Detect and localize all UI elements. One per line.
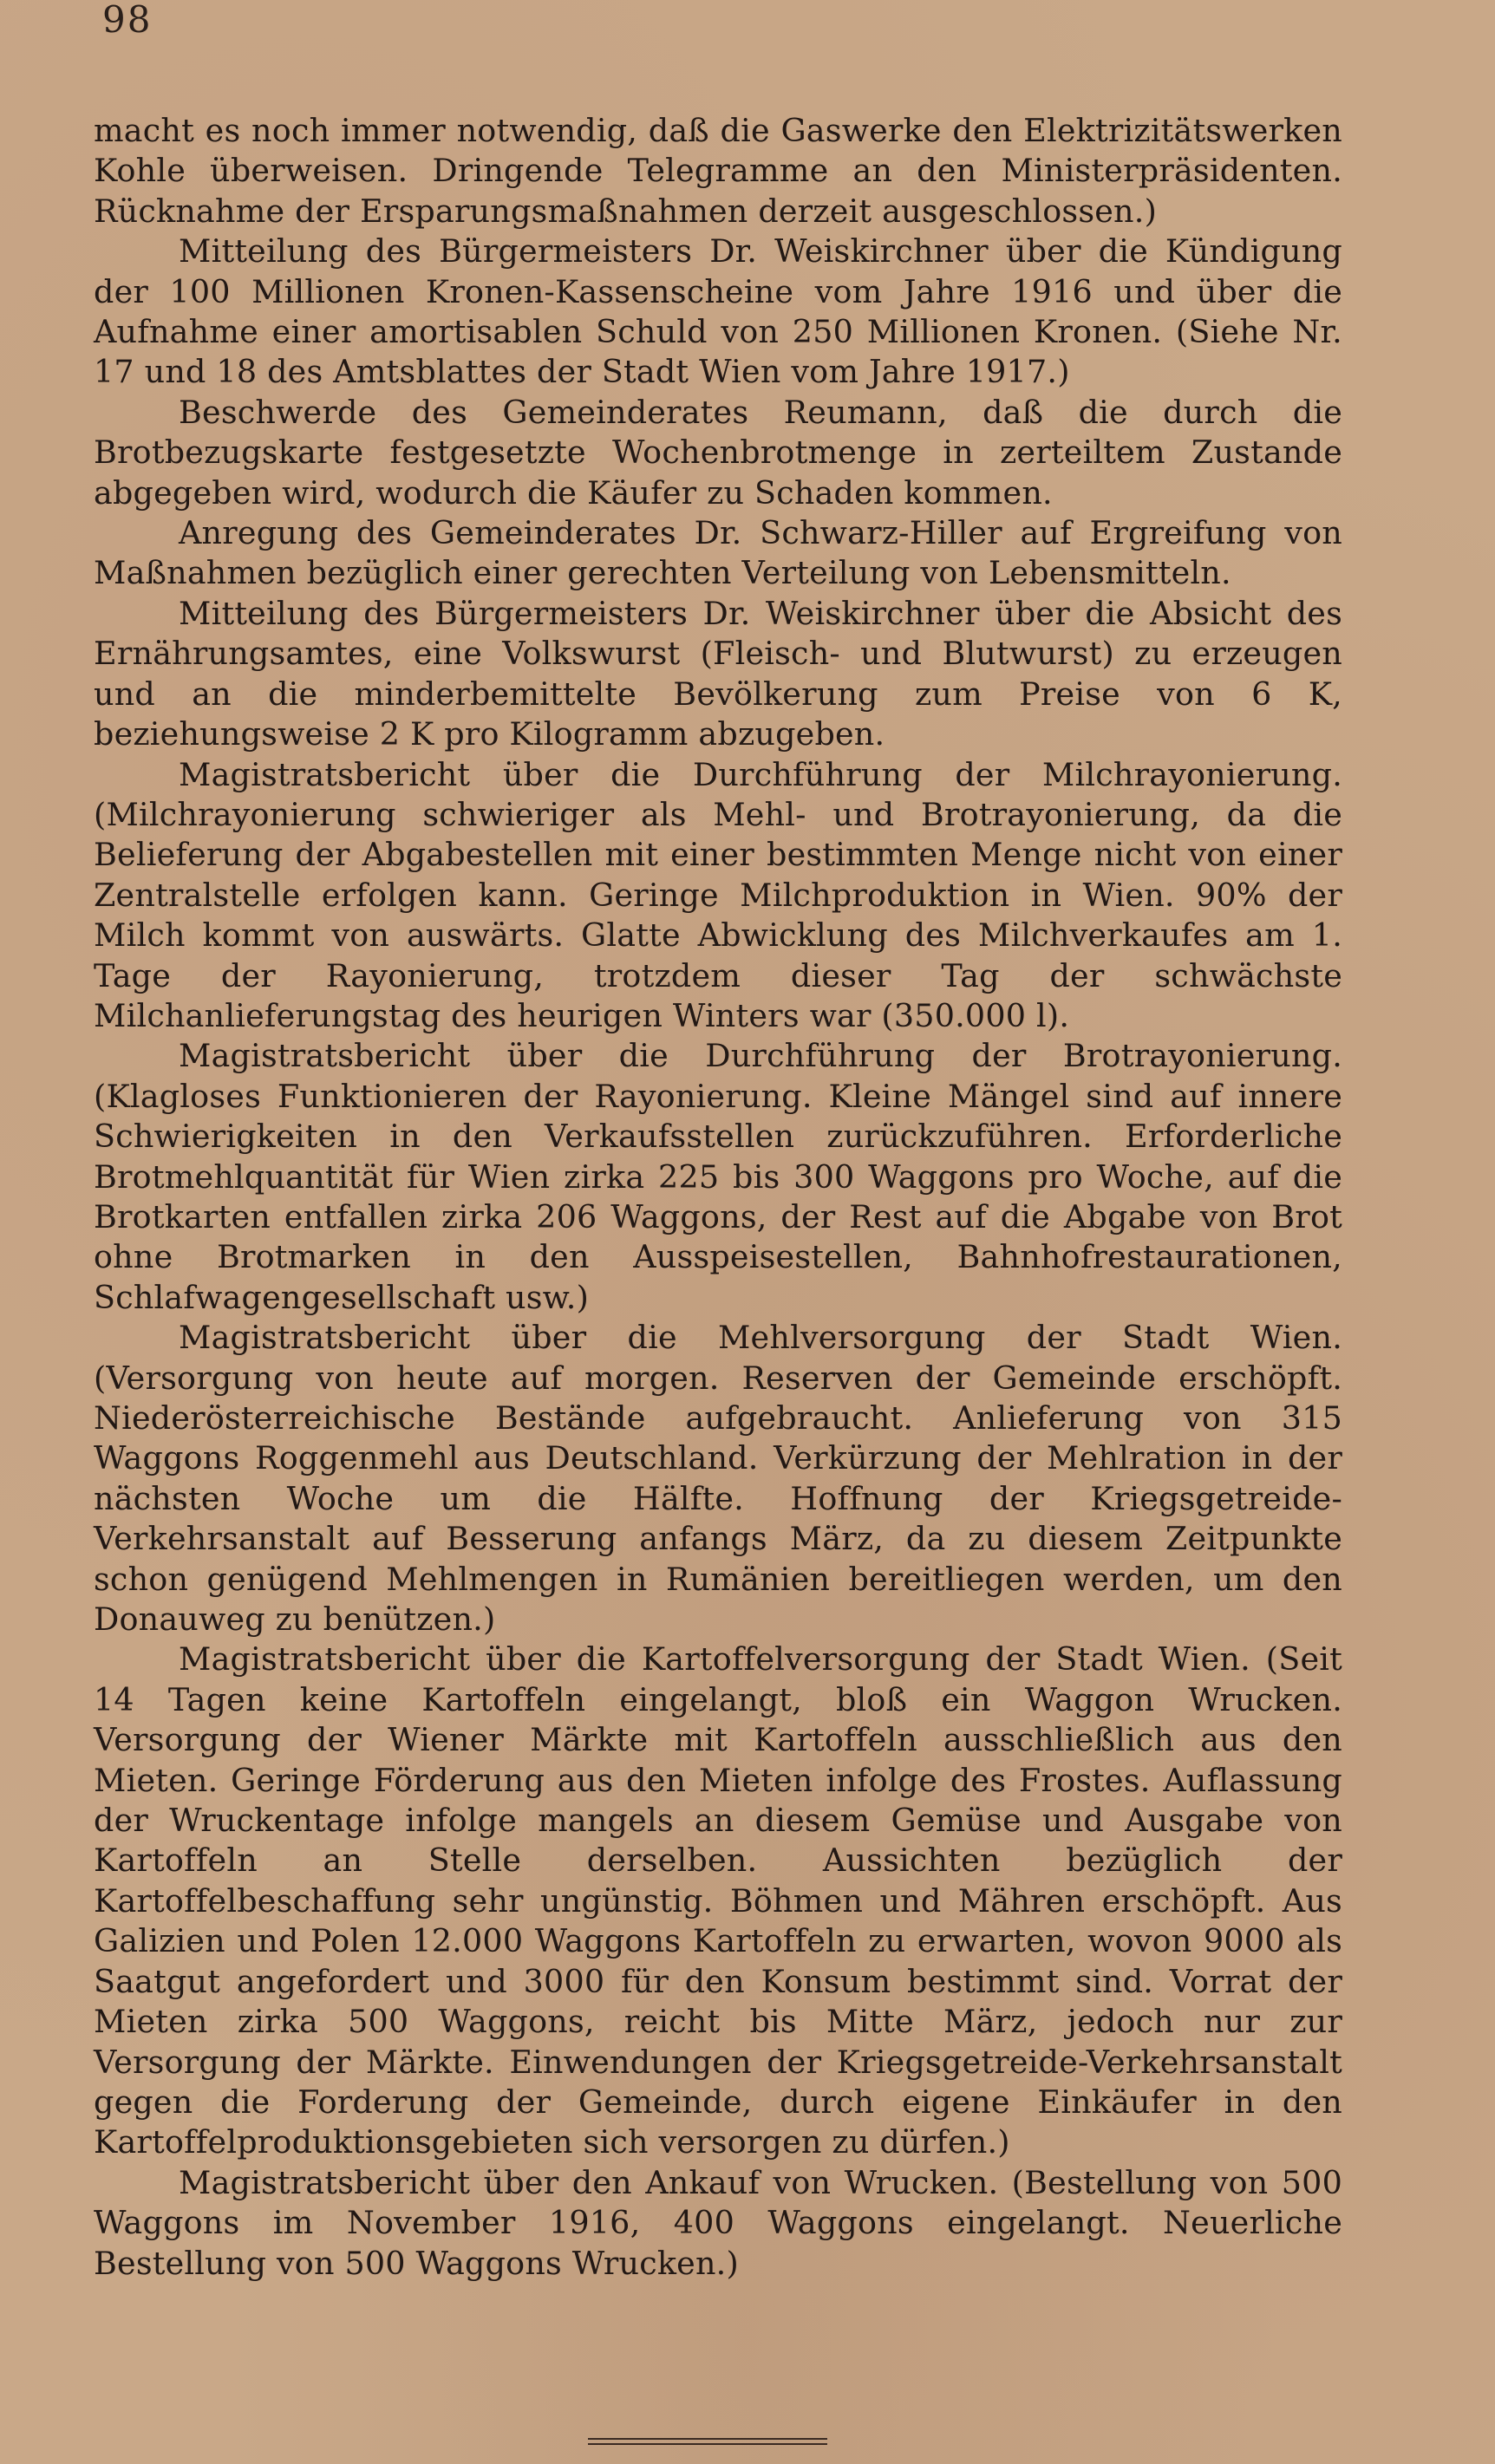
paragraph-brotrayonierung: Magistratsbericht über die Durchführung der Brotrayonierung. (Klagloses Funktionieren der Rayonierung. Kleine Mängel sind auf innere Schwierigkeiten in den Verkaufsstellen zurückzuführen. Erforderliche Brotmehlquantität für Wien zirka 225 bis 300 Waggons pro Woche, auf die Brotkarten entfallen zirka 206 Waggons, der Rest auf die Abgabe von Brot ohne Brotmarken in den Ausspeisestellen, Bahnhofrestaurationen, Schlafwagengesellschaft usw.) — [94, 1037, 1342, 1316]
page-number: 98 — [102, 0, 153, 41]
paragraph-kassenscheine: Mitteilung des Bürgermeisters Dr. Weiskirchner über die Kündigung der 100 Millionen Kronen-Kassenscheine vom Jahre 1916 und über die Aufnahme einer amortisablen Schuld von 250 Millionen Kronen. (Siehe Nr. 17 und 18 des Amtsblattes der Stadt Wien vom Jahre 1917.) — [94, 232, 1342, 391]
rule-line-bottom — [588, 2443, 827, 2445]
paragraph-milchrayonierung: Magistratsbericht über die Durchführung der Milchrayonierung. (Milchrayonierung schwieriger als Mehl- und Brotrayonierung, da die Belieferung der Abgabestellen mit einer bestimmten Menge nicht von einer Zentralstelle erfolgen kann. Geringe Milchproduktion in Wien. 90% der Milch kommt von auswärts. Glatte Abwicklung des Milchverkaufes am 1. Tage der Rayonierung, trotzdem dieser Tag der schwächste Milchanlieferungstag des heurigen Winters war (350.000 l). — [94, 755, 1342, 1034]
paragraph-wrucken: Magistratsbericht über den Ankauf von Wrucken. (Bestellung von 500 Waggons im November 1916, 400 Waggons eingelangt. Neuerliche Bestellung von 500 Waggons Wrucken.) — [94, 2163, 1342, 2282]
page-body — [94, 111, 1342, 2284]
paragraph-mehlversorgung: Magistratsbericht über die Mehlversorgung der Stadt Wien. (Versorgung von heute auf morgen. Reserven der Gemeinde erschöpft. Niederösterreichische Bestände aufgebraucht. Anlieferung von 315 Waggons Roggenmehl aus Deutschland. Verkürzung der Mehlration in der nächsten Woche um die Hälfte. Hoffnung der Kriegsgetreide-Verkehrsanstalt auf Besserung anfangs März, da zu diesem Zeitpunkte schon genügend Mehlmengen in Rumänien bereitliegen werden, um den Donauweg zu benützen.) — [94, 1319, 1342, 1639]
rule-line-top — [588, 2438, 827, 2440]
paragraph-beschwerde-reumann: Beschwerde des Gemeinderates Reumann, daß die durch die Brotbezugskarte festgesetzte Wochenbrotmenge in zerteiltem Zustande abgegeben wird, wodurch die Käufer zu Schaden kommen. — [94, 393, 1342, 512]
paragraph-kartoffelversorgung: Magistratsbericht über die Kartoffelversorgung der Stadt Wien. (Seit 14 Tagen keine Kartoffeln eingelangt, bloß ein Waggon Wrucken. Versorgung der Wiener Märkte mit Kartoffeln ausschließlich aus den Mieten. Geringe Förderung aus den Mieten infolge des Frostes. Auflassung der Wruckentage infolge mangels an diesem Gemüse und Ausgabe von Kartoffeln an Stelle derselben. Aussichten bezüglich der Kartoffelbeschaffung sehr ungünstig. Böhmen und Mähren erschöpft. Aus Galizien und Polen 12.000 Waggons Kartoffeln zu erwarten, wovon 9000 als Saatgut angefordert und 3000 für den Konsum bestimmt sind. Vorrat der Mieten zirka 500 Waggons, reicht bis Mitte März, jedoch nur zur Versorgung der Märkte. Einwendungen der Kriegsgetreide-Verkehrsanstalt gegen die Forderung der Gemeinde, durch eigene Einkäufer in den Kartoffelproduktionsgebieten sich versorgen zu dürfen.) — [94, 1640, 1342, 2161]
paragraph-continuation: macht es noch immer notwendig, daß die Gaswerke den Elektrizitätswerken Kohle überweisen. Dringende Telegramme an den Ministerpräsidenten. Rücknahme der Ersparungsmaßnahmen derzeit ausgeschlossen.) — [94, 112, 1342, 230]
paragraph-volkswurst: Mitteilung des Bürgermeisters Dr. Weiskirchner über die Absicht des Ernährungsamtes, eine Volkswurst (Fleisch- und Blutwurst) zu erzeugen und an die minderbemittelte Bevölkerung zum Preise von 6 K, beziehungsweise 2 K pro Kilogramm abzugeben. — [94, 594, 1342, 753]
paragraph-anregung-schwarz-hiller: Anregung des Gemeinderates Dr. Schwarz-Hiller auf Ergreifung von Maßnahmen bezüglich einer gerechten Verteilung von Lebensmitteln. — [94, 514, 1342, 592]
section-end-rule — [588, 2438, 827, 2447]
